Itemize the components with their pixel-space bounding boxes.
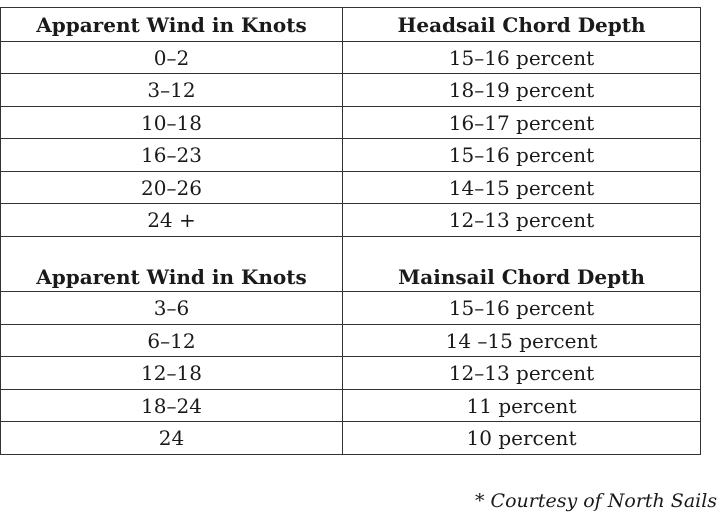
depth-cell: 14 –15 percent (343, 325, 701, 357)
table-row (1, 107, 701, 139)
wind-cell: 18–24 (1, 390, 343, 422)
chord-depth-table (0, 7, 701, 455)
wind-cell: 10–18 (1, 107, 343, 139)
wind-cell: 24 + (1, 204, 343, 237)
depth-cell: 11 percent (343, 390, 701, 422)
header-apparent-wind: Apparent Wind in Knots (1, 8, 343, 42)
wind-cell: 16–23 (1, 139, 343, 172)
wind-cell: 3–12 (1, 74, 343, 107)
depth-cell: 15–16 percent (343, 292, 701, 325)
headsail-header-row (1, 8, 701, 42)
header-apparent-wind: Apparent Wind in Knots (1, 237, 343, 292)
depth-cell: 14–15 percent (343, 172, 701, 204)
wind-cell: 0–2 (1, 42, 343, 74)
wind-cell: 12–18 (1, 357, 343, 390)
table-row (1, 390, 701, 422)
depth-cell: 15–16 percent (343, 42, 701, 74)
wind-cell: 6–12 (1, 325, 343, 357)
mainsail-header-row (1, 237, 701, 292)
table-row (1, 204, 701, 237)
depth-cell: 12–13 percent (343, 204, 701, 237)
table-row (1, 422, 701, 455)
wind-cell: 3–6 (1, 292, 343, 325)
table-row (1, 42, 701, 74)
table-row (1, 292, 701, 325)
header-mainsail-chord-depth: Mainsail Chord Depth (343, 237, 701, 292)
footnote-credit: * Courtesy of North Sails (475, 490, 717, 512)
depth-cell: 16–17 percent (343, 107, 701, 139)
depth-cell: 12–13 percent (343, 357, 701, 390)
wind-cell: 24 (1, 422, 343, 455)
depth-cell: 18–19 percent (343, 74, 701, 107)
header-headsail-chord-depth: Headsail Chord Depth (343, 8, 701, 42)
depth-cell: 15–16 percent (343, 139, 701, 172)
table-row (1, 74, 701, 107)
table-row (1, 357, 701, 390)
table-row (1, 139, 701, 172)
depth-cell: 10 percent (343, 422, 701, 455)
table-row (1, 325, 701, 357)
table-row (1, 172, 701, 204)
wind-cell: 20–26 (1, 172, 343, 204)
